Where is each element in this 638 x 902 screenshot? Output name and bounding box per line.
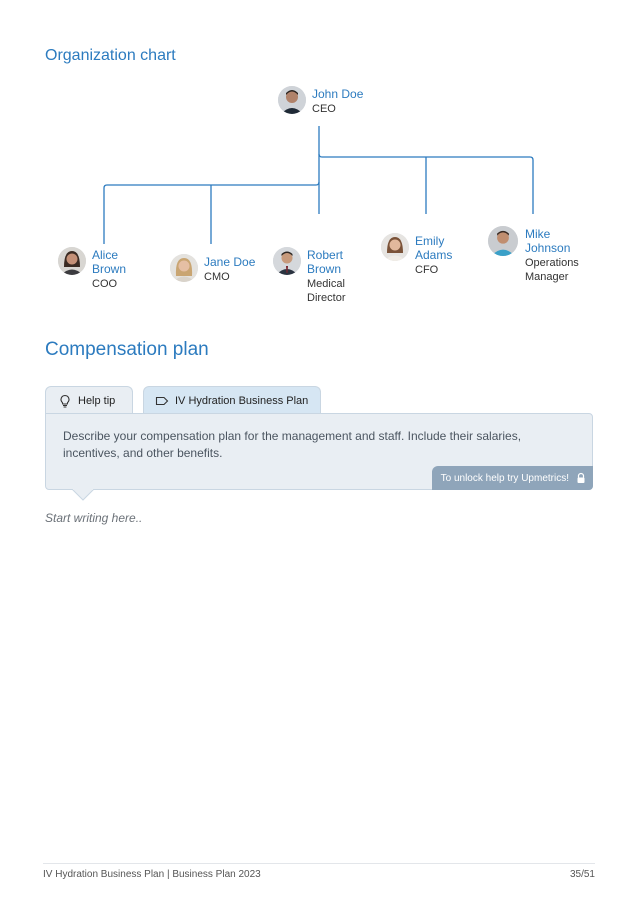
org-child-role-4: CFO	[415, 264, 439, 276]
tag-icon	[155, 394, 169, 408]
avatar-john-doe	[278, 86, 306, 114]
avatar-emily-adams	[381, 233, 409, 261]
org-child-role-1: COO	[92, 278, 118, 290]
unlock-help-label: To unlock help try Upmetrics!	[440, 472, 569, 484]
help-tip-panel	[45, 413, 593, 490]
panel-pointer	[72, 489, 94, 501]
org-child-role-2: CMO	[204, 271, 230, 283]
org-child-role-5: Operations Manager	[525, 257, 579, 283]
org-child-name-3: Robert Brown	[307, 248, 344, 276]
avatar-alice-brown	[58, 247, 86, 275]
org-root-name: John Doe	[312, 87, 364, 101]
org-child-name-4: Emily Adams	[415, 234, 453, 262]
lightbulb-icon	[58, 394, 72, 408]
footer-document-title: IV Hydration Business Plan | Business Plan 2023	[43, 869, 261, 880]
tab-business-plan[interactable]	[143, 386, 321, 414]
org-root-role: CEO	[312, 103, 336, 115]
org-child-name-5: Mike Johnson	[525, 227, 571, 255]
compensation-title: Compensation plan	[45, 339, 209, 360]
org-child-role-3: Medical Director	[307, 278, 346, 304]
footer-page-number: 35/51	[569, 869, 595, 880]
footer-divider	[43, 863, 595, 864]
avatar-mike-johnson	[488, 226, 518, 256]
org-chart-title: Organization chart	[45, 47, 176, 64]
tab-help-tip[interactable]	[45, 386, 133, 414]
unlock-help-button[interactable]	[432, 466, 593, 490]
avatar-jane-doe	[170, 254, 198, 282]
org-child-name-1: Alice Brown	[92, 248, 127, 276]
lock-icon	[575, 472, 587, 484]
writing-placeholder[interactable]: Start writing here..	[45, 511, 143, 525]
tab-help-tip-label: Help tip	[78, 394, 116, 407]
org-child-name-2: Jane Doe	[204, 255, 256, 269]
help-tip-text: Describe your compensation plan for the management and staff. Include their salaries, incentives, and other benefits.	[63, 429, 522, 460]
tab-business-plan-label: IV Hydration Business Plan	[175, 394, 309, 407]
avatar-robert-brown	[273, 247, 301, 275]
